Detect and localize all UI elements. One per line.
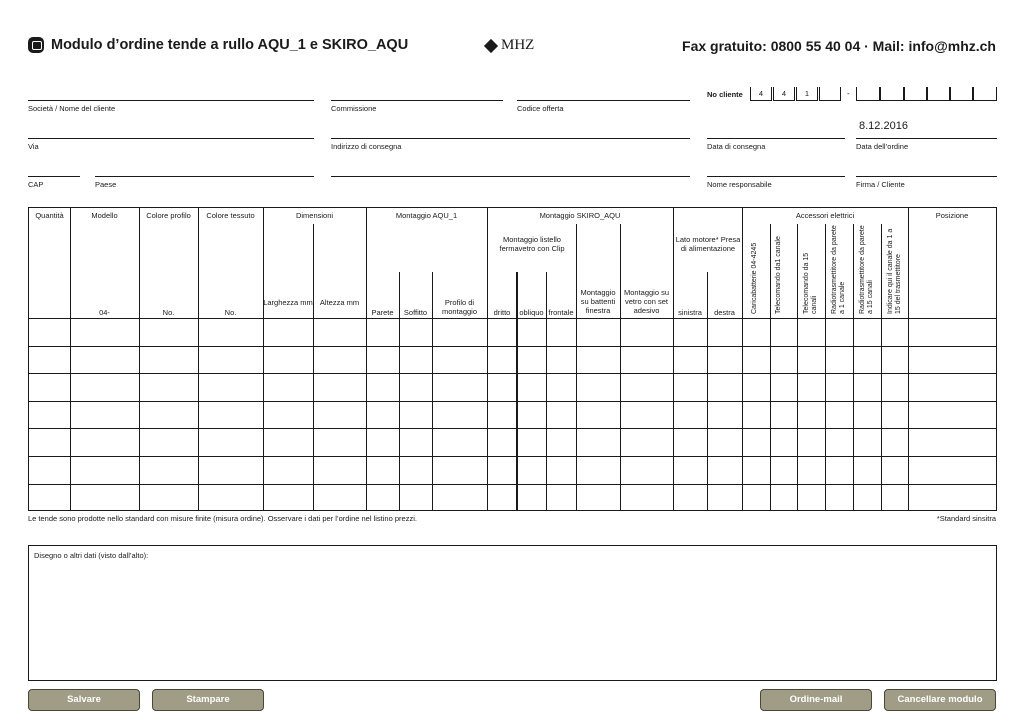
diamond-icon [484,38,498,52]
delivery-date-label: Data di consegna [707,142,766,151]
form-title-text: Modulo d’ordine tende a rullo AQU_1 e SKIRO_AQU [51,37,409,53]
order-date-field[interactable] [856,138,997,139]
company-label: Società / Nome del cliente [28,104,116,113]
table-row[interactable] [29,484,996,511]
table-row[interactable] [29,401,996,428]
save-button[interactable]: Salvare [28,689,140,711]
fabric-no: No. [224,308,237,317]
client-number-digit[interactable]: 1 [796,87,818,101]
client-number-digit[interactable] [950,87,973,101]
acc-charger: Caricabatterie 04-4245 [751,242,758,314]
client-number-label: No cliente [707,90,743,99]
col-model: Modello [91,211,118,220]
mhz-logo [486,37,534,54]
delivery-date-field[interactable] [707,138,845,139]
col-position: Posizione [935,211,969,220]
col-motor-side: Lato motore* Presa di alimentazione [675,235,741,253]
col-quantity: Quantità [35,211,64,220]
acc-remote-15: Telecomando da 15 canali [803,252,818,314]
acc-channel: Indicare qui il canale da 1 a 15 del trasmettitore [887,228,902,314]
client-number-digit[interactable] [927,87,950,101]
standard-note: Le tende sono prodotte nello standard con misure finite (misura ordine). Osservare i dati per l’ordine nel listino prezzi. [28,514,417,523]
form-icon [28,37,44,53]
delivery-address-field[interactable] [331,138,690,139]
col-glass: Montaggio su vetro con set adesivo [623,288,670,315]
form-title [28,37,408,53]
col-oblique: obliquo [519,308,544,317]
order-mail-button[interactable]: Ordine-mail [760,689,872,711]
col-accessories: Accessori elettrici [795,211,855,220]
col-width: Larghezza mm [263,298,313,307]
sketch-area[interactable] [28,545,997,681]
responsible-field[interactable] [707,176,845,177]
clear-form-button[interactable]: Cancellare modulo [884,689,996,711]
signature-field[interactable] [856,176,997,177]
table-row[interactable] [29,318,996,345]
offer-code-label: Codice offerta [517,104,564,113]
zip-label: CAP [28,180,44,189]
acc-wall-transmitter-15: Radiotrasmettitore da parete a 15 canali [859,225,874,314]
order-table [28,207,997,511]
col-straight: dritto [493,308,511,317]
col-dimensions: Dimensioni [295,211,334,220]
col-mount-aqu: Montaggio AQU_1 [395,211,458,220]
acc-wall-transmitter-1: Radiotrasmettitore da parete a 1 canale [831,225,846,314]
commission-field[interactable] [331,100,503,101]
address-extra-field[interactable] [331,176,690,177]
signature-label: Firma / Cliente [856,180,905,189]
client-number-digit[interactable] [904,87,927,101]
col-mount-skiro: Montaggio SKIRO_AQU [539,211,621,220]
table-row[interactable] [29,346,996,373]
col-profile-color: Colore profilo [146,211,191,220]
client-number-digit[interactable] [819,87,841,101]
client-number-digit[interactable] [880,87,904,101]
client-number-digit[interactable] [856,87,880,101]
company-field[interactable] [28,100,314,101]
responsible-label: Nome responsabile [707,180,772,189]
model-prefix: 04- [99,308,110,317]
col-wall: Parete [371,308,394,317]
col-fabric-color: Colore tessuto [206,211,255,220]
table-row[interactable] [29,456,996,483]
acc-remote-1: Telecomando da1 canale [775,236,782,314]
table-row[interactable] [29,428,996,455]
country-label: Paese [95,180,117,189]
street-field[interactable] [28,138,314,139]
col-height: Altezza mm [319,298,360,307]
col-left: sinistra [678,308,702,317]
col-right: destra [714,308,735,317]
client-number-digit[interactable] [973,87,997,101]
col-clip-group: Montaggio listello fermavetro con Clip [499,235,565,253]
profile-no: No. [162,308,175,317]
country-field[interactable] [95,176,314,177]
commission-label: Commissione [331,104,377,113]
zip-field[interactable] [28,176,80,177]
client-number-digit[interactable]: 4 [773,87,795,101]
print-button[interactable]: Stampare [152,689,264,711]
col-mount-profile: Profilo di montaggio [441,298,478,316]
logo-text: MHZ [501,37,535,53]
contact-info: Fax gratuito: 0800 55 40 04 · Mail: info@mhz.ch [682,38,996,54]
col-sash: Montaggio su battenti finestra [580,288,616,315]
client-number-separator: - [847,89,850,98]
order-date-label: Data dell’ordine [856,142,909,151]
delivery-address-label: Indirizzo di consegna [331,142,402,151]
offer-code-field[interactable] [517,100,690,101]
street-label: Via [28,142,39,151]
col-ceiling: Soffitto [403,308,428,317]
table-row[interactable] [29,373,996,400]
sketch-label: Disegno o altri dati (visto dall’alto): [34,551,149,560]
col-frontal: frontale [548,308,574,317]
standard-side-note: *Standard sinsitra [936,514,996,523]
client-number-digit[interactable]: 4 [750,87,772,101]
order-date-value[interactable]: 8.12.2016 [859,120,908,132]
